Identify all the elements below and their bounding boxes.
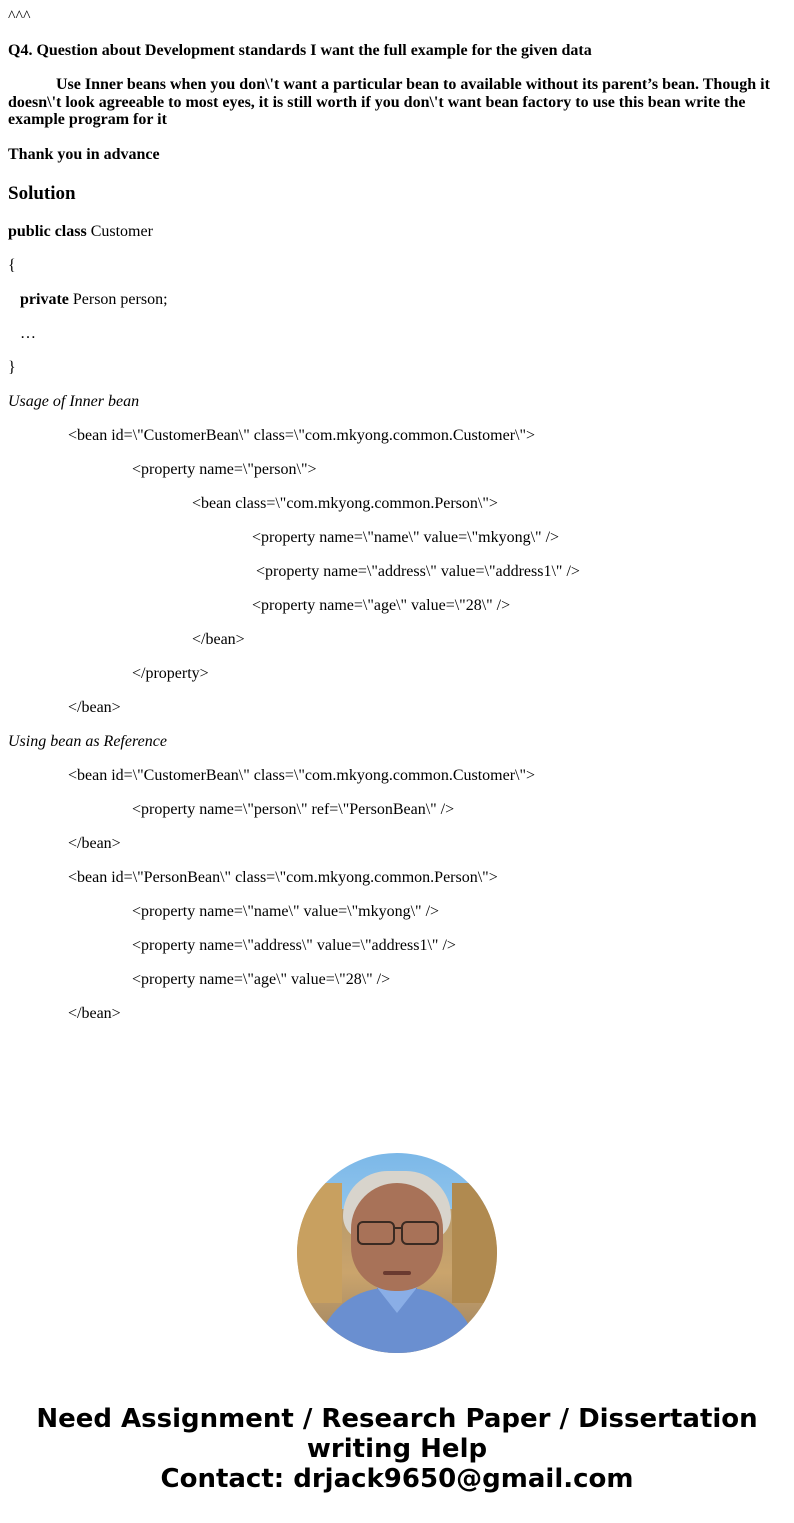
inner-bean-caption: Usage of Inner bean (8, 393, 140, 410)
code-line: <property name=\"address\" value=\"address1\" /> (132, 937, 456, 954)
ellipsis: … (20, 325, 36, 342)
code-line: </bean> (68, 1005, 121, 1022)
code-line: <property name=\"age\" value=\"28\" /> (252, 597, 511, 614)
code-line: <bean id=\"CustomerBean\" class=\"com.mkyong.common.Customer\"> (68, 427, 536, 444)
code-line: </bean> (68, 835, 121, 852)
open-brace: { (8, 257, 16, 274)
code-line: <property name=\"name\" value=\"mkyong\" /> (252, 529, 560, 546)
code-line: </property> (132, 665, 209, 682)
background-wall-left (297, 1183, 342, 1303)
field-keyword: private (20, 291, 69, 308)
banner-line-1: Need Assignment / Research Paper / Dissertation (36, 1404, 758, 1434)
code-line: <property name=\"name\" value=\"mkyong\" /> (132, 903, 440, 920)
question-body: Use Inner beans when you don\'t want a particular bean to available without its parent’s bean. Though it doesn\'t look agreeable to most eyes, it is still worth if you don\'t want bean factory to use this bean write the example program for it (8, 76, 770, 128)
glasses-icon (357, 1221, 439, 1243)
field-declaration (20, 291, 168, 309)
code-line: <bean id=\"PersonBean\" class=\"com.mkyong.common.Person\"> (68, 869, 498, 886)
class-name: Customer (86, 223, 153, 240)
code-line: <property name=\"age\" value=\"28\" /> (132, 971, 391, 988)
solution-heading: Solution (8, 183, 76, 204)
reference-bean-caption: Using bean as Reference (8, 733, 167, 750)
code-line: <property name=\"person\"> (132, 461, 317, 478)
code-line: <bean class=\"com.mkyong.common.Person\"> (192, 495, 498, 512)
code-line: <property name=\"person\" ref=\"PersonBean\" /> (132, 801, 455, 818)
field-rest: Person person; (68, 291, 168, 308)
code-line: </bean> (68, 699, 121, 716)
banner-line-2: writing Help (306, 1434, 488, 1464)
caret-marker: ^^^ (8, 8, 31, 25)
banner-contact: Contact: drjack9650@gmail.com (160, 1464, 634, 1494)
code-line: </bean> (192, 631, 245, 648)
class-declaration (8, 223, 153, 241)
mouth (383, 1271, 411, 1275)
code-line: <property name=\"address\" value=\"address1\" /> (252, 563, 580, 580)
question-title: Q4. Question about Development standards I want the full example for the given data (8, 42, 592, 59)
thanks-text: Thank you in advance (8, 146, 160, 163)
lens-right (401, 1221, 439, 1245)
close-brace: } (8, 359, 16, 376)
code-line: <bean id=\"CustomerBean\" class=\"com.mkyong.common.Customer\"> (68, 767, 536, 784)
class-keyword: public class (8, 223, 87, 240)
author-photo (297, 1153, 497, 1353)
lens-left (357, 1221, 395, 1245)
background-wall-right (452, 1183, 497, 1303)
